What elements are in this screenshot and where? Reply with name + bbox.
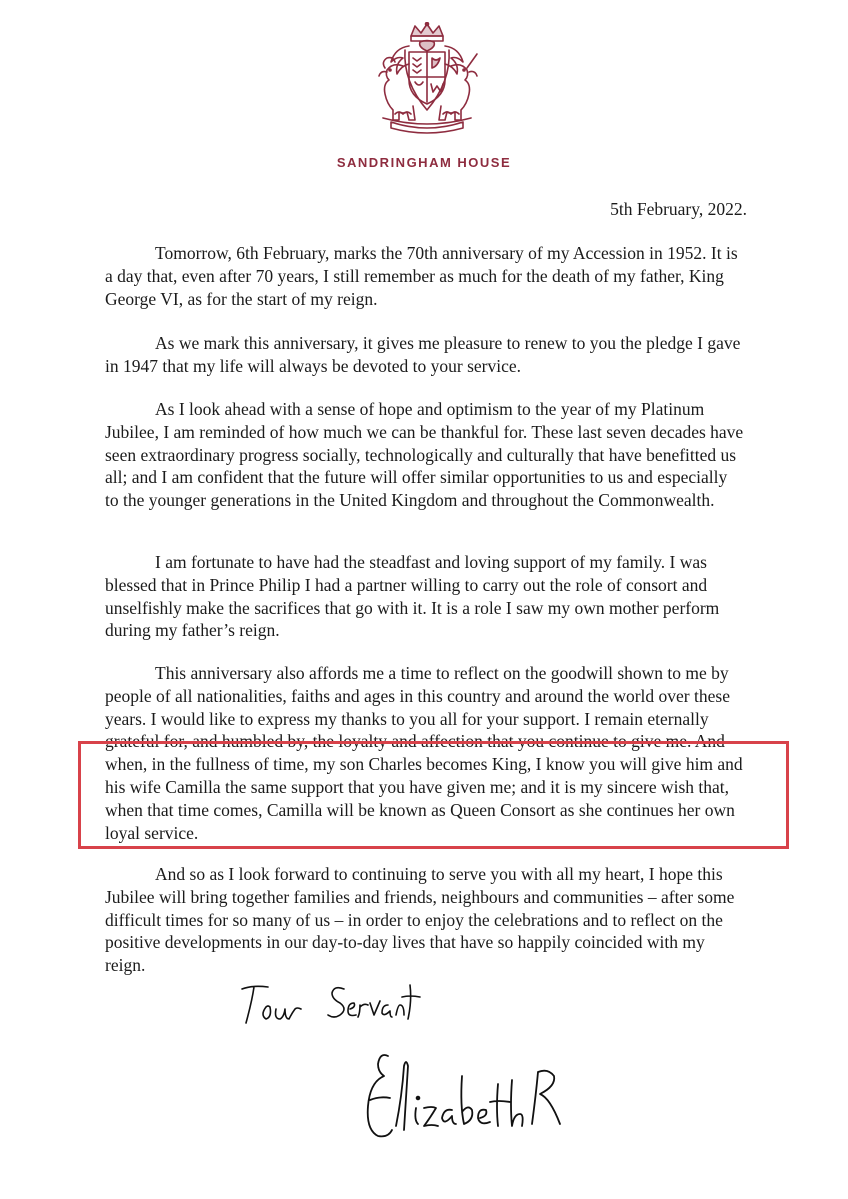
royal-coat-of-arms-icon	[365, 22, 489, 134]
signature-handwritten	[340, 1040, 570, 1160]
paragraph-5: This anniversary also affords me a time to reflect on the goodwill shown to me by people of all nationalities, faiths and ages in this country and around the world over these years. I would like to express my thanks to you all for your support. I remain eternally grateful for, and humbled by, the loyalty and affection that you continue to give me. And when, in the fullness of time, my son Charles becomes King, I know you will give him and his wife Camilla the same support that you have given me; and it is my sincere wish that, when that time comes, Camilla will be known as Queen Consort as she continues her own loyal service.	[105, 663, 743, 843]
highlight-box	[78, 741, 789, 849]
paragraph-6: And so as I look forward to continuing to serve you with all my heart, I hope this Jubilee will bring together families and friends, neighbours and communities – after some difficult times for so many of us – in order to enjoy the celebrations and to reflect on the positive developments in our day-to-day lives that have so happily coincided with my reign.	[105, 864, 735, 976]
letterhead-address: SANDRINGHAM HOUSE	[336, 155, 512, 170]
closing-handwritten	[232, 975, 452, 1045]
paragraph-4: I am fortunate to have had the steadfast and loving support of my family. I was blessed that in Prince Philip I had a partner willing to carry out the role of consort and unselfishly make the sacrifices that go with it. It is a role I saw my own mother perform during my father’s reign.	[105, 552, 720, 641]
paragraph-2: As we mark this anniversary, it gives me pleasure to renew to you the pledge I gave in 1947 that my life will always be devoted to your service.	[105, 333, 741, 376]
letter-date: 5th February, 2022.	[610, 199, 747, 219]
paragraph-1: Tomorrow, 6th February, marks the 70th anniversary of my Accession in 1952. It is a day that, even after 70 years, I still remember as much for the death of my father, King George VI, as for the start of my reign.	[105, 243, 738, 309]
paragraph-3: As I look ahead with a sense of hope and optimism to the year of my Platinum Jubilee, I am reminded of how much we can be thankful for. These last seven decades have seen extraordinary progress socially, technologically and culturally that have benefitted us all; and I am confident that the future will offer similar opportunities to us and especially to the younger generations in the United Kingdom and throughout the Commonwealth.	[105, 399, 744, 511]
